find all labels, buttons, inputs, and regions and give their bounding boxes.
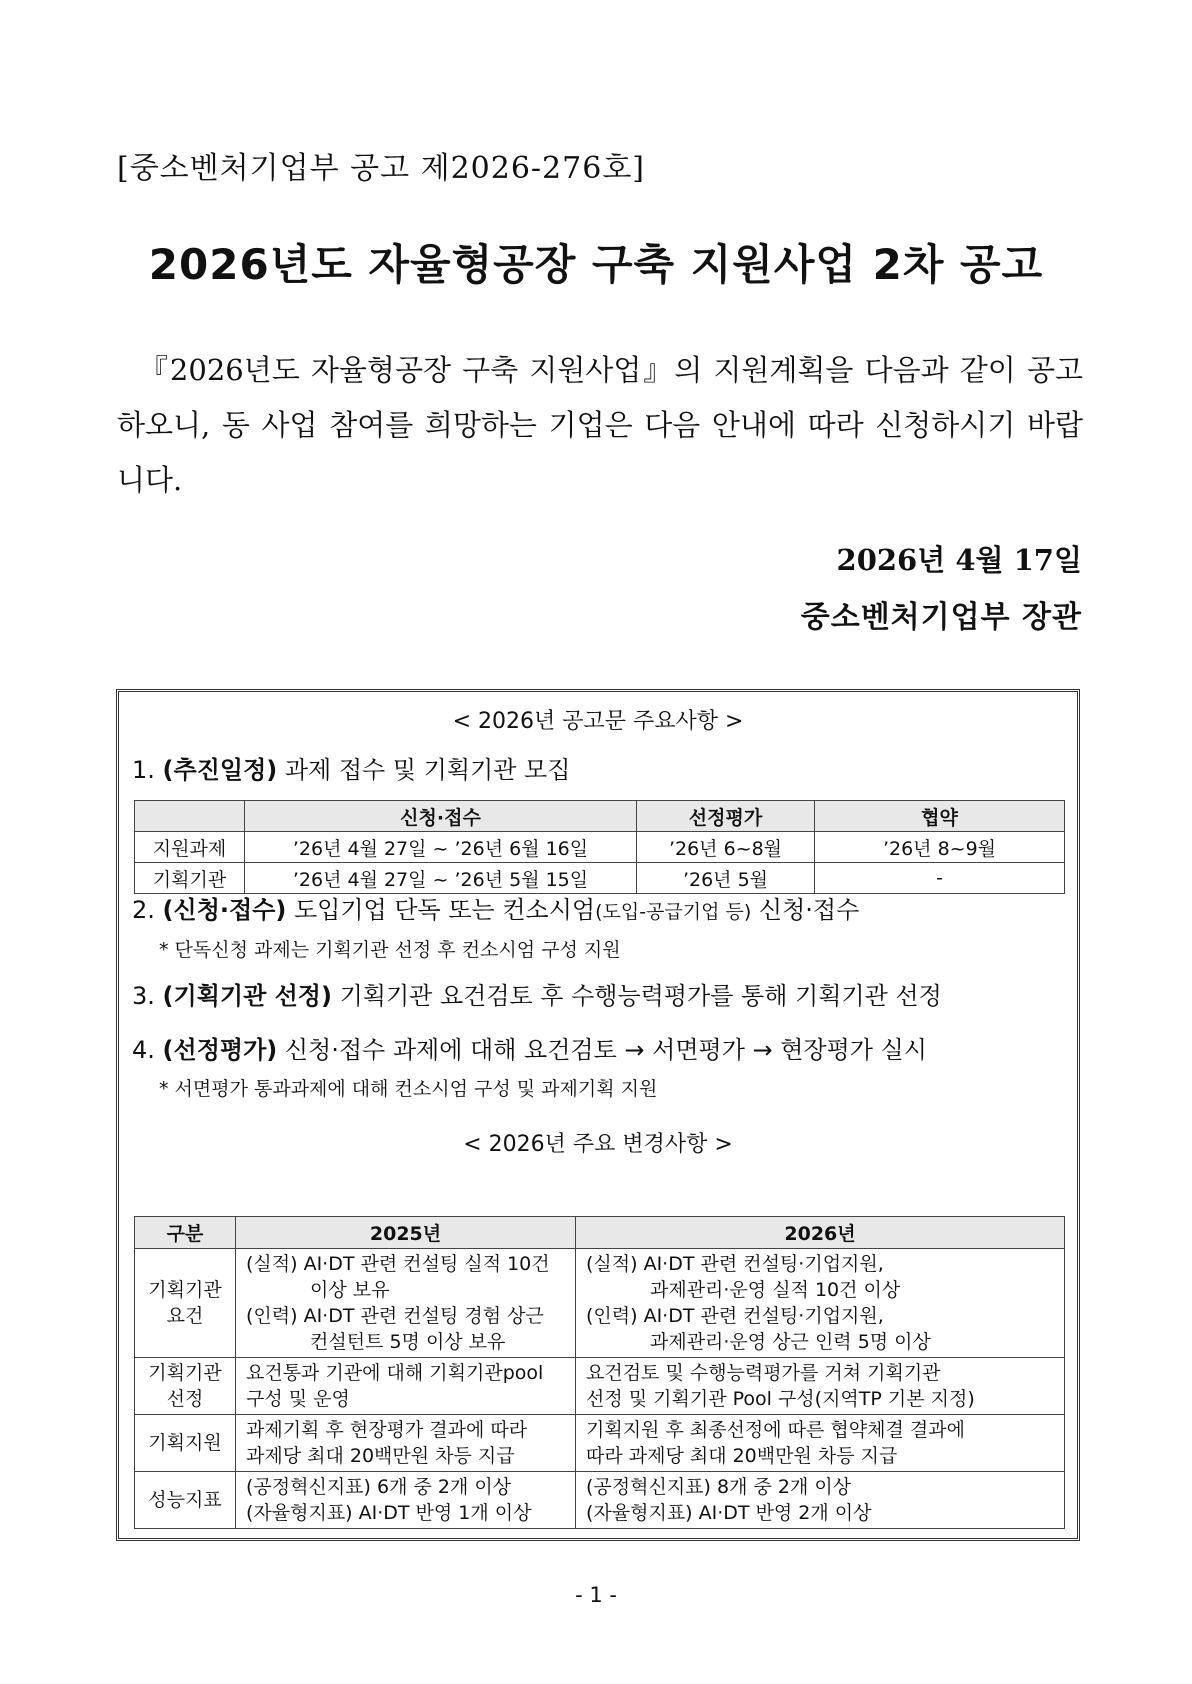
table-header-row [135, 1217, 1065, 1249]
intro-paragraph: 『2026년도 자율형공장 구축 지원사업』의 지원계획을 다음과 같이 공고하오니, 동 사업 참여를 희망하는 기업은 다음 안내에 따라 신청하시기 바랍니다. [117, 353, 1083, 497]
table-row [135, 1472, 1065, 1529]
table-cell: ’26년 4월 27일 ~ ’26년 5월 15일 [245, 863, 637, 894]
table-row [135, 1415, 1065, 1472]
page-number: - 1 - [575, 1583, 617, 1607]
table-cell: ’26년 6~8월 [637, 832, 815, 863]
cell-2026: 요건검토 및 수행능력평가를 거쳐 기획기관 선정 및 기획기관 Pool 구성(지역TP 기본 지정) [576, 1358, 1065, 1415]
column-header: 선정평가 [637, 801, 815, 832]
cell-2025: (공정혁신지표) 6개 중 2개 이상 (자율형지표) AI·DT 반영 1개 이상 [236, 1472, 576, 1529]
summary-item-1: 1. (추진일정) 과제 접수 및 기획기관 모집 [132, 756, 571, 784]
row-label: 지원과제 [135, 832, 245, 863]
changes-table [134, 1216, 1065, 1529]
summary-item-2: 2. (신청·접수) 도입기업 단독 또는 컨소시엄(도입-공급기업 등) 신청·접수 [132, 896, 860, 924]
summary-box [116, 689, 1080, 1541]
table-row [135, 1249, 1065, 1358]
changes-heading: < 2026년 주요 변경사항 > [463, 1132, 733, 1157]
row-category: 기획기관 선정 [135, 1358, 236, 1415]
row-category: 성능지표 [135, 1472, 236, 1529]
cell-2026: (공정혁신지표) 8개 중 2개 이상 (자율형지표) AI·DT 반영 2개 이상 [576, 1472, 1065, 1529]
summary-note-1: * 단독신청 과제는 기획기관 선정 후 컨소시엄 구성 지원 [159, 939, 621, 961]
table-cell: - [815, 863, 1065, 894]
cell-2026: (실적) AI·DT 관련 컨설팅·기업지원, 과제관리·운영 실적 10건 이상 (인력) AI·DT 관련 컨설팅·기업지원, 과제관리·운영 상근 인력 5명 이상 [576, 1249, 1065, 1358]
table-row [135, 832, 1065, 863]
column-header: 구분 [135, 1217, 236, 1249]
document-title: 2026년도 자율형공장 구축 지원사업 2차 공고 [148, 240, 1044, 289]
column-header: 2026년 [576, 1217, 1065, 1249]
issuer: 중소벤처기업부 장관 [800, 600, 1082, 635]
publication-date: 2026년 4월 17일 [836, 543, 1082, 577]
table-cell: ’26년 5월 [637, 863, 815, 894]
summary-item-3: 3. (기획기관 선정) 기획기관 요건검토 후 수행능력평가를 통해 기획기관 선정 [132, 982, 942, 1010]
column-header: 2025년 [236, 1217, 576, 1249]
row-label: 기획기관 [135, 863, 245, 894]
notice-number: [중소벤처기업부 공고 제2026-276호] [117, 151, 646, 186]
table-cell: ’26년 8~9월 [815, 832, 1065, 863]
column-header: 신청·접수 [245, 801, 637, 832]
row-category: 기획기관 요건 [135, 1249, 236, 1358]
table-header-row [135, 801, 1065, 832]
summary-heading: < 2026년 공고문 주요사항 > [452, 709, 744, 734]
table-row [135, 1358, 1065, 1415]
column-header: 협약 [815, 801, 1065, 832]
cell-2025: (실적) AI·DT 관련 컨설팅 실적 10건 이상 보유 (인력) AI·DT 관련 컨설팅 경험 상근 컨설턴트 5명 이상 보유 [236, 1249, 576, 1358]
cell-2026: 기획지원 후 최종선정에 따른 협약체결 결과에 따라 과제당 최대 20백만원 차등 지급 [576, 1415, 1065, 1472]
summary-note-2: * 서면평가 통과과제에 대해 컨소시엄 구성 및 과제기획 지원 [159, 1078, 658, 1100]
table-row [135, 863, 1065, 894]
row-category: 기획지원 [135, 1415, 236, 1472]
cell-2025: 요건통과 기관에 대해 기획기관pool 구성 및 운영 [236, 1358, 576, 1415]
table-cell: ’26년 4월 27일 ~ ’26년 6월 16일 [245, 832, 637, 863]
cell-2025: 과제기획 후 현장평가 결과에 따라 과제당 최대 20백만원 차등 지급 [236, 1415, 576, 1472]
schedule-table [134, 800, 1065, 894]
summary-item-4: 4. (선정평가) 신청·접수 과제에 대해 요건검토 → 서면평가 → 현장평가 실시 [132, 1036, 927, 1064]
